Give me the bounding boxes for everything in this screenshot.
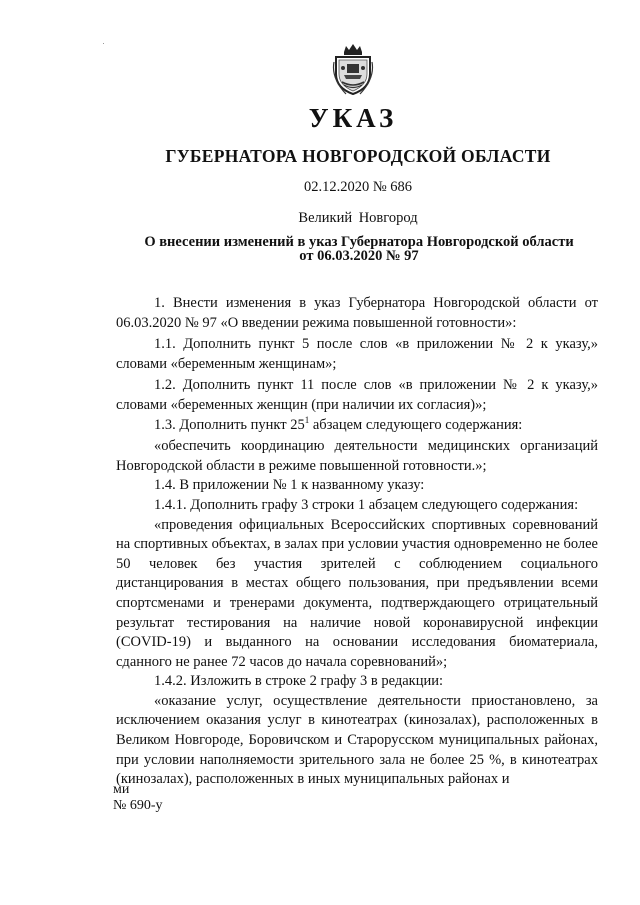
paragraph-quote-2: «проведения официальных Всероссийских спортивных соревнований на спортивных объектах, в залах при условии участия одновременно не более 50 человек без участия зрителей с соблюдением социального дистанцирования в местах общего пользования, при предъявлении всеми спортсменами и тренерами документа, подтверждающего отрицательный результат тестирования на наличие новой коронавирусной инфекции (COVID-19) и выданного на основании исследования биоматериала, сданного не ранее 72 часов до начала соревнований»; [116,516,598,670]
superscript: 1 [304,414,310,425]
coat-of-arms-icon [332,44,374,96]
scan-speck [103,43,104,44]
document-body [116,294,598,790]
document-footer [113,782,163,814]
paragraph-1-4-1: 1.4.1. Дополнить графу 3 строки 1 абзацем следующего содержания: [154,496,579,513]
paragraph-1: 1. Внести изменения в указ Губернатора Новгородской области от 06.03.2020 № 97 «О введении режима повышенной готовности»: [116,295,598,331]
heading-line-1: О внесении изменений в указ Губернатора Новгородской области [144,234,574,250]
heading-line-2: от 06.03.2020 № 97 [299,248,419,264]
document-title: УКАЗ [308,103,398,133]
footer-number: № 690-у [113,798,163,813]
document-number: 02.12.2020 № 686 [303,179,413,195]
paragraph-quote-3: «оказание услуг, осуществление деятельности приостановлено, за исключением оказания услуг в кинотеатрах (кинозалах), расположенных в Великом Новгороде, Боровичском и Старорусском муниципальных районах, при условии наполняемости зрительного зала не более 25 %, в кинотеатрах (кинозалах), расположенных в иных муниципальных районах и [116,692,598,788]
paragraph-quote-1: «обеспечить координацию деятельности медицинских организаций Новгородской области в режиме повышенной готовности.»; [116,438,598,474]
paragraph-1-3 [116,416,598,436]
paragraph-1-1: 1.1. Дополнить пункт 5 после слов «в приложении № 2 к указу,» словами «беременным женщинам»; [116,336,598,372]
paragraph-1-3-tail: абзацем следующего содержания: [309,416,523,433]
paragraph-1-3-text: 1.3. Дополнить пункт 25 [154,416,305,433]
document-subtitle: ГУБЕРНАТОРА НОВГОРОДСКОЙ ОБЛАСТИ [165,146,551,166]
paragraph-1-4-2: 1.4.2. Изложить в строке 2 графу 3 в редакции: [154,673,444,690]
document-heading [0,235,640,263]
footer-initials: ми [113,782,130,797]
paragraph-1-2: 1.2. Дополнить пункт 11 после слов «в приложении № 2 к указу,» словами «беременных женщин (при наличии их согласия)»; [116,377,598,413]
paragraph-1-4: 1.4. В приложении № 1 к названному указу: [154,477,425,494]
document-city: Великий Новгород [298,210,418,226]
